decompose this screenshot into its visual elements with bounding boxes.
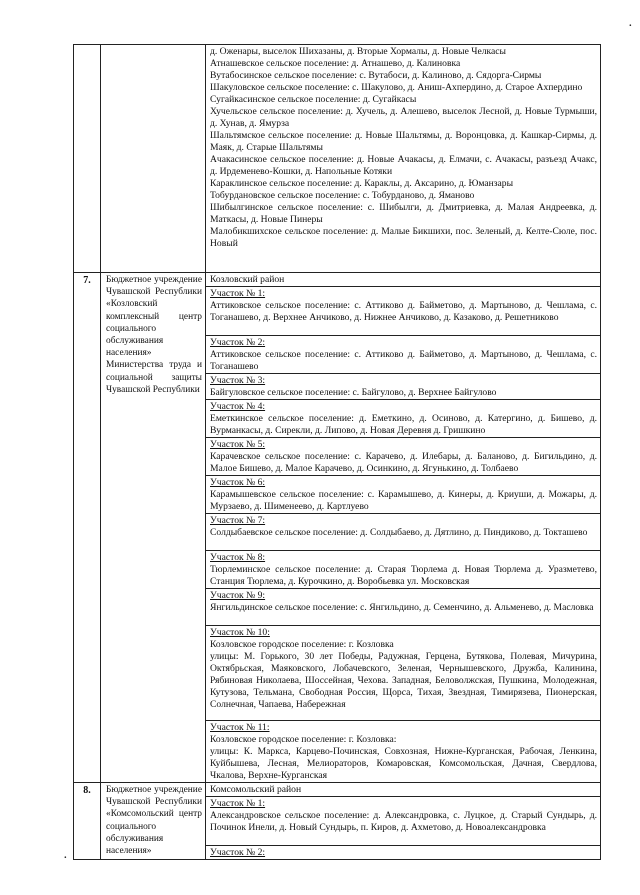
list-item: д. Оженары, выселок Шихазаны, д. Вторые Хормалы, д. Новые Челкасы (210, 46, 507, 57)
section-text: Байгуловское сельское поселение: с. Байгулово, д. Верхнее Байгулово (210, 387, 497, 398)
list-item: Ачакасинское сельское поселение: д. Новые Ачакасы, д. Елмачи, с. Ачакасы, разъезд Ачакс, д. Ирдеменево-Кошки, д. Напольные Котяки (210, 154, 597, 177)
organization-name: Бюджетное учреждение Чувашской Республики «Комсомольский центр социального обслуживания населения» (101, 783, 206, 860)
section-title: Участок № 9: (210, 590, 266, 601)
section-title: Участок № 7: (210, 515, 266, 526)
section-title: Участок № 1: (210, 288, 266, 299)
organization-name: Бюджетное учреждение Чувашской Республики «Козловский комплексный центр социального обслуживания населения» Министерства труда и социальной защиты Чувашской Республики (101, 273, 206, 783)
section-title: Участок № 11: (210, 722, 270, 733)
section-cell (206, 400, 601, 438)
list-item: Шибылгинское сельское поселение: с. Шибылги, д. Дмитриевка, д. Малая Андреевка, д. Маткасы, д. Новые Пинеры (210, 202, 597, 225)
section-cell (206, 336, 601, 374)
section-title: Участок № 5: (210, 439, 266, 450)
list-item: Тобурдановское сельское поселение: с. Тобурданово, д. Яманово (210, 190, 475, 201)
section-text: Козловское городское поселение: г. Козловка (210, 639, 394, 650)
section-text: Козловское городское поселение: г. Козловка: (210, 734, 397, 745)
section-streets: улицы: М. Горького, 30 лет Победы, Радужная, Герцена, Бутякова, Полевая, Мичурина, Октябрьская, Маяковского, Лобачевского, Зеленая, Чернышевского, Дружба, Калинина, Рябиновая Николаева, Шоссейная, Чехова. Западная, Беловолжская, Пушкина, Молодежная, Кутузова, Тельмана, Свободная Россия, Щорса, Тихая, Звездная, Тимирязева, Пионерская, Солнечная, Чапаева, Набережная (210, 651, 597, 710)
section-text: Карамышевское сельское поселение: с. Карамышево, д. Кинеры, д. Криуши, д. Можары, д. Мурзаево, д. Шименеево, д. Картлуево (210, 489, 597, 512)
section-title: Участок № 2: (210, 337, 266, 348)
section-text: Еметкинское сельское поселение: д. Еметкино, д. Осиново, д. Катергино, д. Бишево, д. Вурманкасы, д. Сирекли, д. Липово, д. Новая Деревня д. Гришкино (210, 413, 597, 436)
section-title: Участок № 6: (210, 477, 266, 488)
district-name: Козловский район (206, 273, 601, 287)
list-item: Вутабосинское сельское поселение: с. Вутабоси, д. Калиново, д. Сядорга-Сирмы (210, 70, 542, 81)
list-item: Шакуловское сельское поселение: с. Шакулово, д. Аниш-Ахпердино, д. Старое Ахпердино (210, 82, 583, 93)
section-title: Участок № 8: (210, 552, 266, 563)
section-cell (206, 438, 601, 476)
section-title: Участок № 1: (210, 798, 266, 809)
list-item: Малобикшихское сельское поселение: д. Малые Бикшихи, пос. Зеленый, д. Келте-Сюле, пос. Новый (210, 226, 597, 249)
organization-cell (101, 45, 206, 273)
section-text: Солдыбаевское сельское поселение: д. Солдыбаево, д. Дятлино, д. Пиндиково, д. Токташево (210, 527, 588, 538)
section-text: Аттиковское сельское поселение: с. Аттиково д. Байметово, д. Мартыново, д. Чешлама, с. Тоганашево (210, 349, 597, 372)
scan-speck-mark: · (628, 19, 633, 34)
table-row (74, 783, 601, 797)
section-text: Александровское сельское поселение: д. Александровка, с. Луцкое, д. Старый Сундырь, д. Починок Инели, д. Новый Сундырь, п. Киров, д. Ахметово, д. Новоалександровка (210, 810, 597, 833)
section-cell (206, 514, 601, 551)
number-cell (74, 45, 101, 273)
section-cell (206, 551, 601, 589)
list-item: Караклинское сельское поселение: д. Караклы, д. Аксарино, д. Юманзары (210, 178, 514, 189)
row-number: 7. (74, 273, 101, 783)
district-name: Комсомольский район (206, 783, 601, 797)
section-cell (206, 374, 601, 400)
scan-speck-mark: · (63, 851, 68, 866)
section-title: Участок № 2: (210, 847, 266, 858)
section-cell (206, 721, 601, 783)
list-item: Шальтямское сельское поселение: д. Новые Шальтямы, д. Воронцовка, д. Кашкар-Сирмы, д. Маяк, д. Старые Шальтямы (210, 130, 597, 153)
section-title: Участок № 3: (210, 375, 266, 386)
table-row (74, 273, 601, 287)
section-text: Тюрлеминское сельское поселение: д. Старая Тюрлема д. Новая Тюрлема д. Уразметево, Станция Тюрлема, д. Курочкино, д. Воробьевка ул. Московская (210, 564, 597, 587)
section-text: Аттиковское сельское поселение: с. Аттиково д. Байметово, д. Мартыново, д. Чешлама, с. Тоганашево, д. Верхнее Анчиково, д. Нижнее Анчиково, д. Казаково, д. Решетниково (210, 300, 597, 323)
section-cell (206, 797, 601, 846)
settlements-cell (206, 45, 601, 273)
section-text: Янгильдинское сельское поселение: с. Янгильдино, д. Семенчино, д. Альменево, д. Масловка (210, 602, 594, 613)
section-cell (206, 287, 601, 336)
section-cell (206, 589, 601, 626)
section-cell (206, 846, 601, 860)
services-table (73, 44, 601, 860)
section-cell (206, 626, 601, 721)
table-row (74, 45, 601, 273)
section-title: Участок № 10: (210, 627, 270, 638)
section-cell (206, 476, 601, 514)
section-title: Участок № 4: (210, 401, 266, 412)
section-text: Карачевское сельское поселение: с. Карачево, д. Илебары, д. Баланово, д. Бигильдино, д. Малое Бишево, д. Малое Карачево, д. Осинкино, д. Ягунькино, д. Толбаево (210, 451, 597, 474)
section-streets: улицы: К. Маркса, Карцево-Починская, Совхозная, Нижне-Курганская, Рабочая, Ленкина, Куйбышева, Лесная, Мелиораторов, Комаровская, Комсомольская, Дачная, Свердлова, Чкалова, Верхне-Курганская (210, 746, 597, 781)
row-number: 8. (74, 783, 101, 860)
list-item: Атнашевское сельское поселение: д. Атнашево, д. Калиновка (210, 58, 461, 69)
list-item: Сугайкасинское сельское поселение: д. Сугайкасы (210, 94, 417, 105)
list-item: Хучельское сельское поселение: д. Хучель, д. Алешево, выселок Лесной, д. Новые Турмыши, д. Хунав, д. Ямурза (210, 106, 597, 129)
